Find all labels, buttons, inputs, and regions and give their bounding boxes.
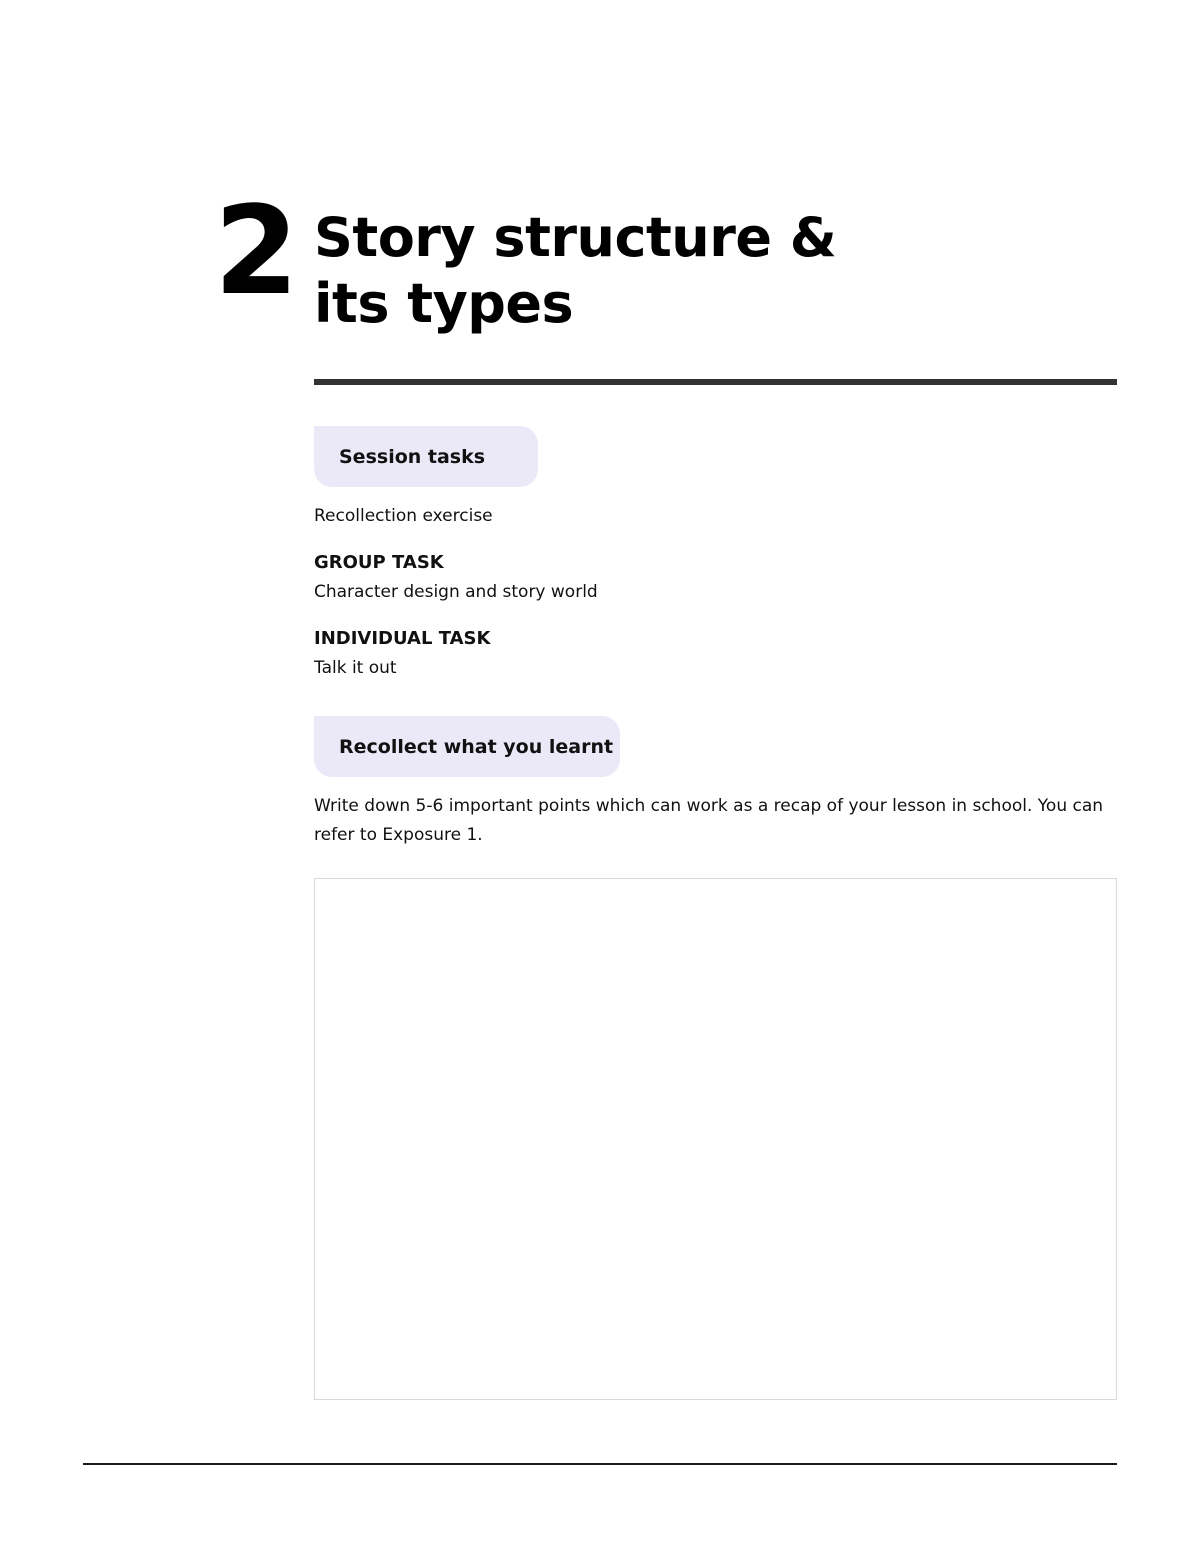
chapter-title-line-1: Story structure &: [314, 206, 837, 269]
session-tasks-label-text: Session tasks: [339, 445, 486, 468]
footer-divider: [83, 1463, 1117, 1465]
recollect-instructions-line-1: Write down 5-6 important points which can work as a recap of your lesson in school. You can: [314, 796, 1104, 816]
group-task-heading: GROUP TASK: [314, 552, 444, 573]
recollection-exercise-text: Recollection exercise: [314, 506, 493, 526]
chapter-title: [314, 205, 1014, 337]
session-tasks-label: [314, 426, 538, 487]
title-divider: [314, 379, 1117, 385]
individual-task-heading: INDIVIDUAL TASK: [314, 628, 491, 649]
group-task-text: Character design and story world: [314, 582, 598, 602]
recollect-instructions-line-2: refer to Exposure 1.: [314, 825, 483, 845]
chapter-number: 2: [214, 180, 299, 322]
answer-writing-box[interactable]: [314, 878, 1117, 1400]
chapter-title-line-2: its types: [314, 272, 574, 335]
recollect-instructions: [314, 792, 1103, 850]
recollect-label: [314, 716, 620, 777]
recollect-label-text: Recollect what you learnt: [339, 735, 614, 758]
individual-task-text: Talk it out: [314, 658, 397, 678]
